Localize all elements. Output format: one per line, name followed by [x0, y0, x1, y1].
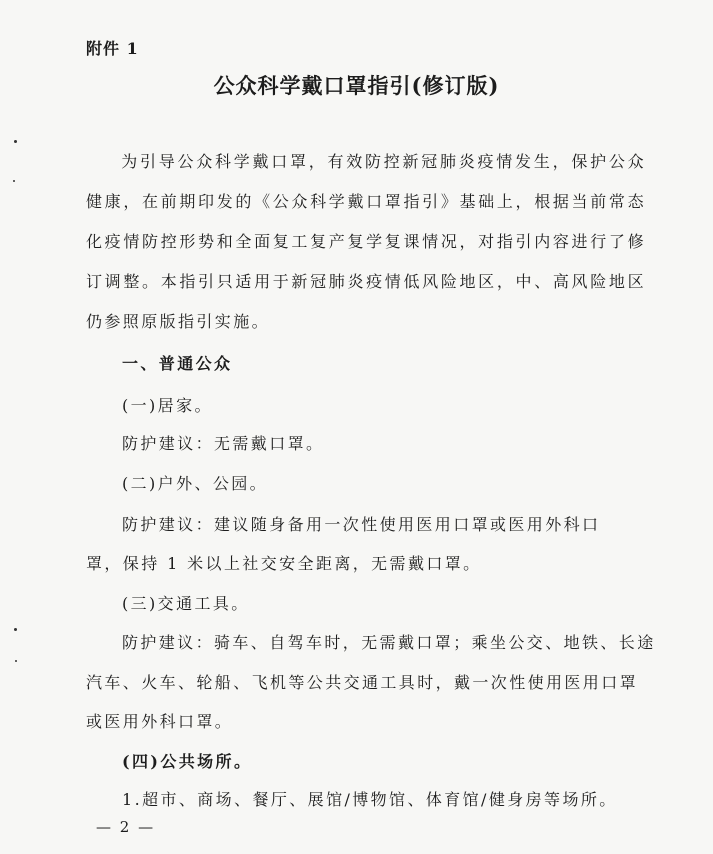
scan-speck: [13, 180, 15, 182]
scan-speck: [14, 628, 17, 631]
intro-paragraph: 为引导公众科学戴口罩，有效防控新冠肺炎疫情发生，保护公众健康，在前期印发的《公众科学戴口罩指引》基础上，根据当前常态化疫情防控形势和全面复工复产复学复课情况，对指引内容进行了修订调整。本指引只适用于新冠肺炎疫情低风险地区，中、高风险地区仍参照原版指引实施。: [86, 152, 646, 331]
item-heading-outdoor: (二)户外、公园。: [122, 474, 269, 493]
scan-speck: [15, 660, 17, 662]
page-number: — 2 —: [96, 818, 156, 836]
advice-outdoor-line-2: 罩，保持 1 米以上社交安全距离，无需戴口罩。: [86, 554, 482, 573]
advice-transport-line-2: 汽车、火车、轮船、飞机等公共交通工具时，戴一次性使用医用口罩: [86, 673, 639, 692]
advice-outdoor-line-1: 防护建议：建议随身备用一次性使用医用口罩或医用外科口: [122, 515, 601, 534]
advice-transport-line-1: 防护建议：骑车、自驾车时，无需戴口罩；乘坐公交、地铁、长途: [122, 633, 656, 652]
annex-label: 附件 1: [86, 39, 139, 58]
item-heading-public-places: (四)公共场所。: [122, 752, 253, 771]
section-heading-general-public: 一、普通公众: [122, 354, 233, 373]
advice-transport-line-3: 或医用外科口罩。: [86, 712, 234, 731]
document-title: 公众科学戴口罩指引(修订版): [213, 73, 500, 98]
scan-speck: [14, 140, 17, 143]
advice-home: 防护建议：无需戴口罩。: [122, 434, 325, 453]
item-heading-home: (一)居家。: [122, 396, 213, 415]
subitem-supermarkets: 1.超市、商场、餐厅、展馆/博物馆、体育馆/健身房等场所。: [122, 790, 618, 809]
item-heading-transport: (三)交通工具。: [122, 594, 250, 613]
